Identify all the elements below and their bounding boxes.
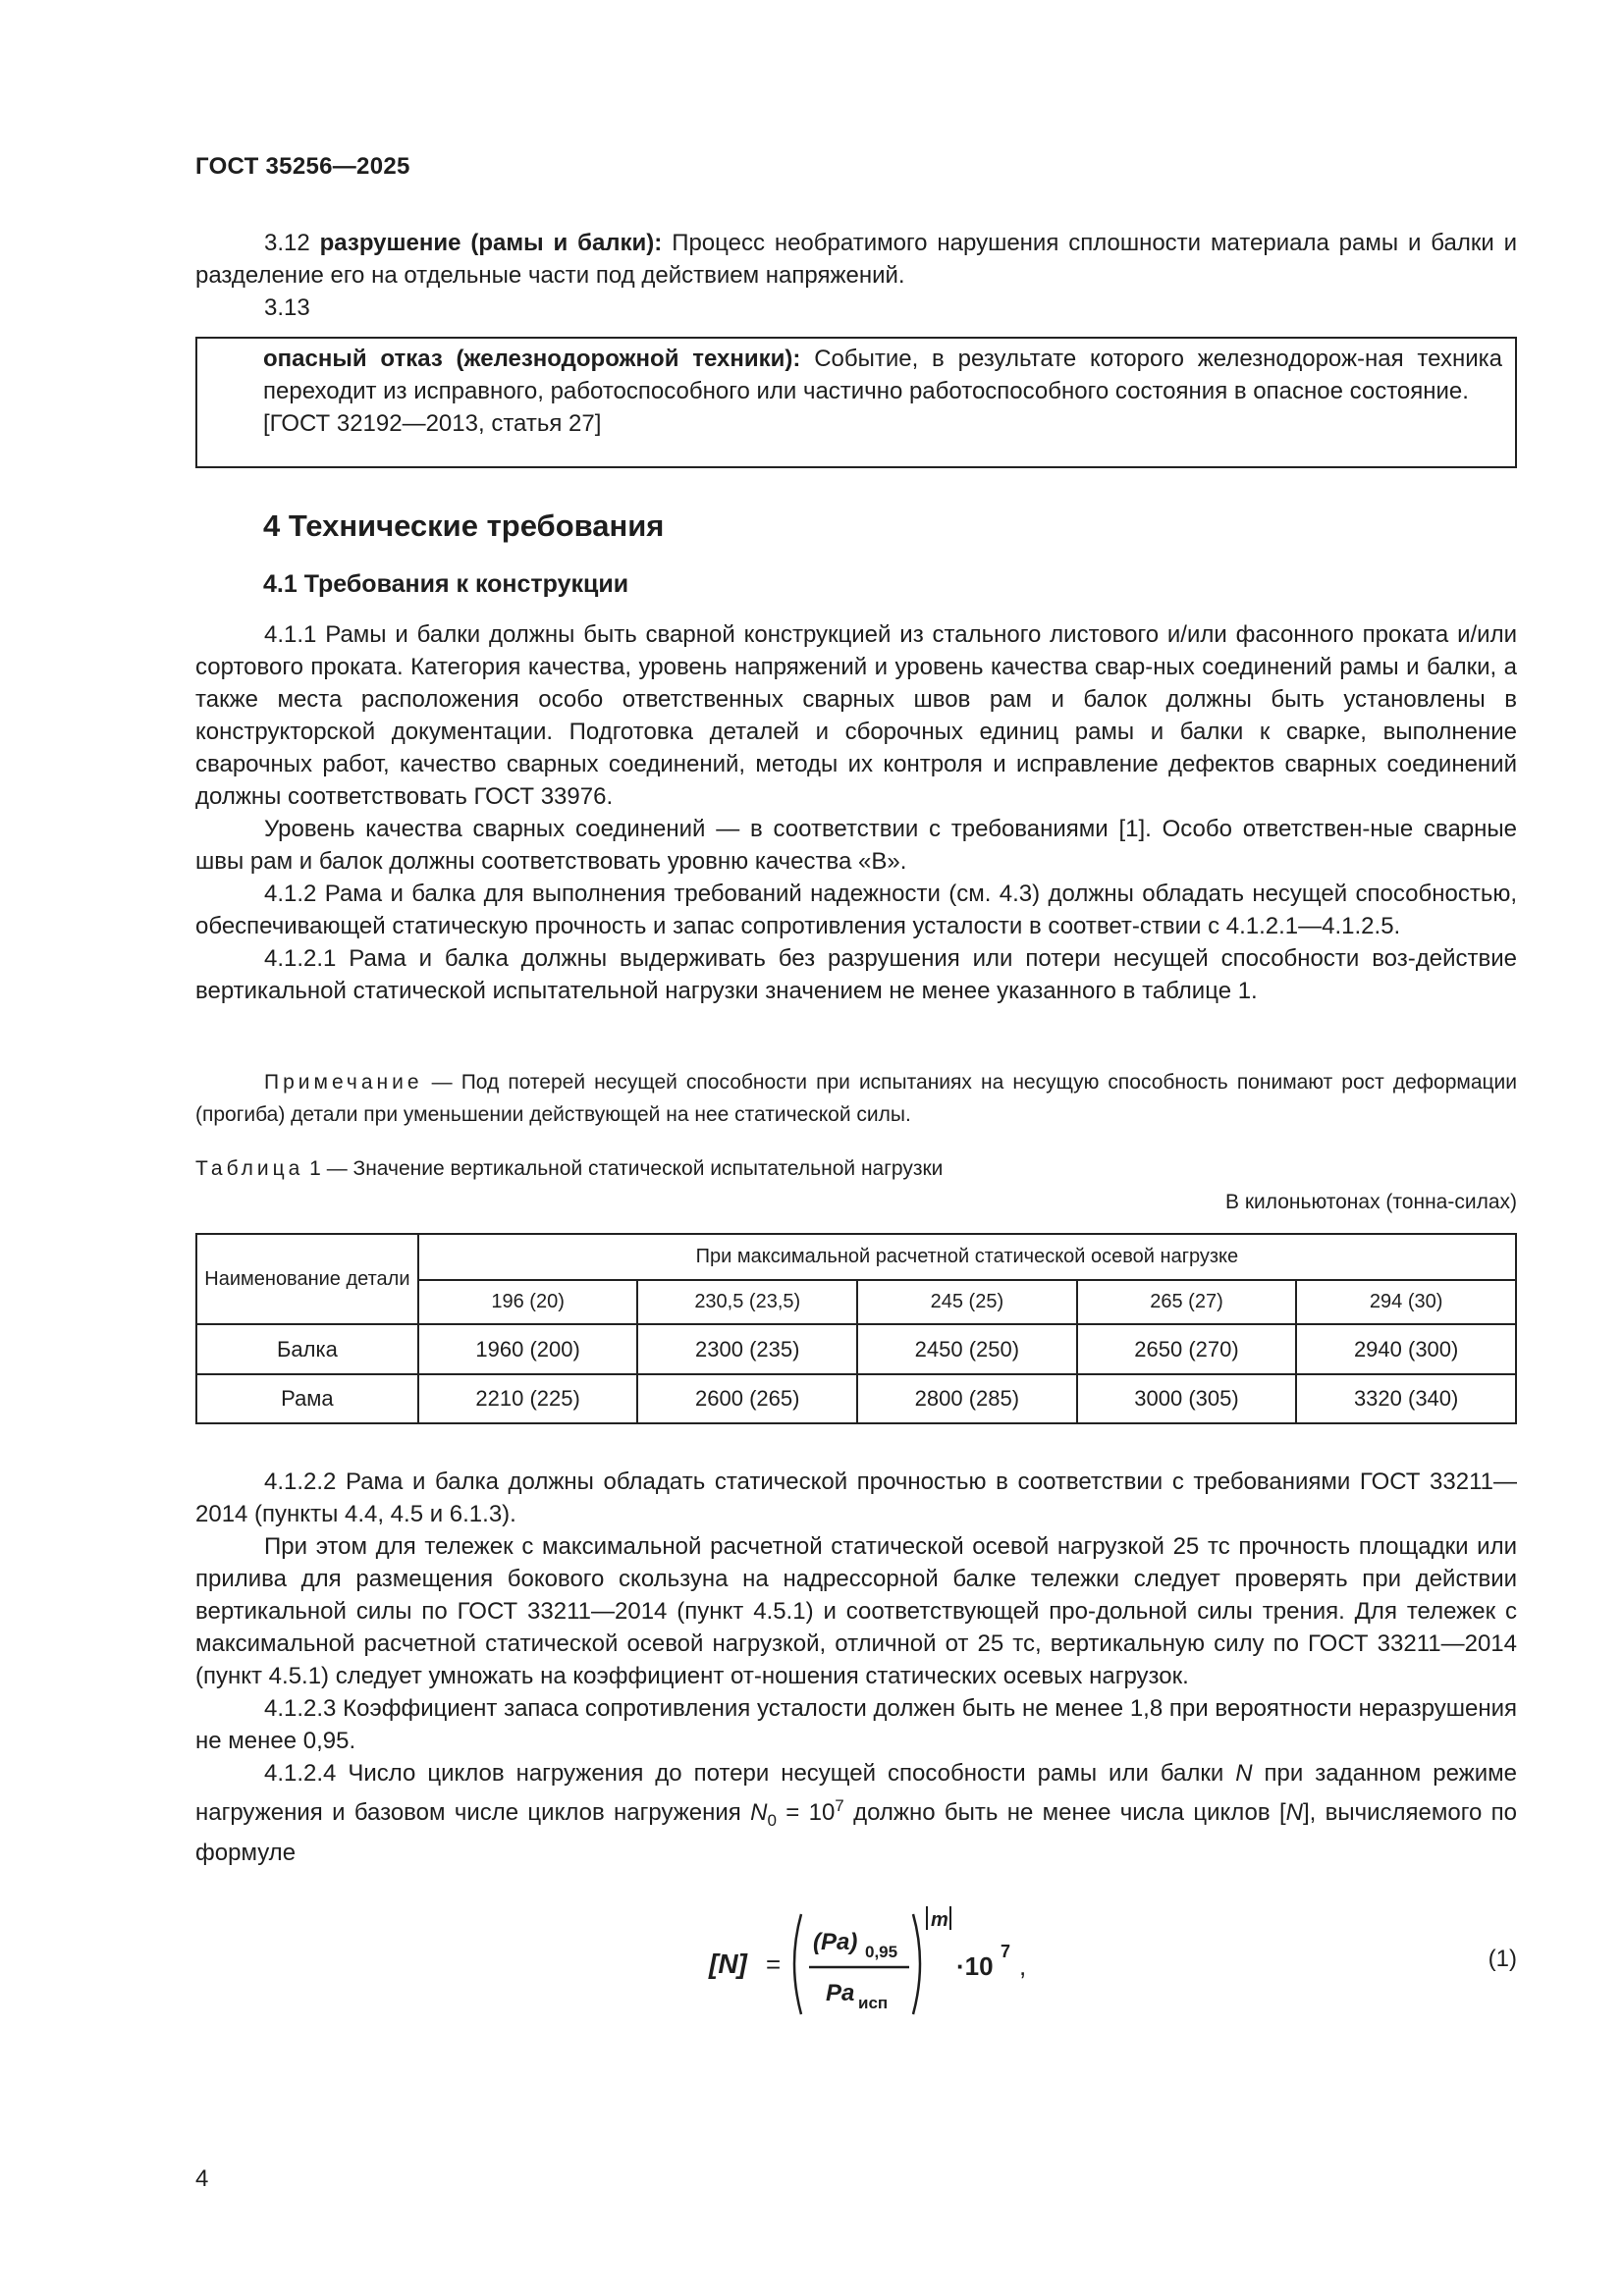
value-cell: 2800 (285)	[857, 1374, 1077, 1423]
body-block-1	[195, 618, 1517, 1007]
body-block-2	[195, 1466, 1517, 1869]
formula-comma: ,	[1019, 1951, 1027, 1981]
formula-lhs: [N]	[709, 1949, 747, 1979]
running-header: ГОСТ 35256—2025	[195, 153, 410, 180]
row-name-cell: Рама	[196, 1374, 418, 1423]
formula-multiplier-exponent: 7	[1001, 1942, 1011, 1961]
value-cell: 1960 (200)	[418, 1324, 638, 1374]
column-header-part-name: Наименование детали	[196, 1234, 418, 1324]
formula-exponent: m	[931, 1909, 948, 1931]
paragraph-4-1-1-weld-quality: Уровень качества сварных соединений — в соответствии с требованиями [1]. Особо ответствен-ные сварные швы рам и балок должны соответствовать уровню качества «B».	[195, 816, 1517, 875]
table-caption	[195, 1157, 943, 1181]
definition-reference: [ГОСТ 32192—2013, статья 27]	[263, 410, 602, 437]
formula-numerator: (Pa)	[813, 1929, 858, 1955]
formula-number: (1)	[1488, 1946, 1517, 1972]
value-cell: 3320 (340)	[1296, 1374, 1516, 1423]
value-cell: 2450 (250)	[857, 1324, 1077, 1374]
left-paren	[794, 1914, 801, 2014]
load-header: 294 (30)	[1296, 1280, 1516, 1324]
definition-text: Событие, в результате которого железнодорож-ная техника переходит из исправного, работоспособного или частично работоспособного состояния в опасное состояние.	[263, 346, 1502, 404]
formula-numerator-subscript: 0,95	[865, 1943, 898, 1961]
formula-1	[703, 1900, 1037, 2028]
value-cell: 2650 (270)	[1077, 1324, 1297, 1374]
load-header: 196 (20)	[418, 1280, 638, 1324]
formula-denominator: Pa	[826, 1980, 855, 2006]
table-row	[196, 1374, 1516, 1423]
definition-3-12	[195, 227, 1517, 324]
table-header-row	[196, 1234, 1516, 1280]
value-cell: 3000 (305)	[1077, 1374, 1297, 1423]
formula-denominator-subscript: исп	[858, 1994, 889, 2012]
right-paren	[913, 1914, 920, 2014]
table-caption-text: 1 — Значение вертикальной статической испытательной нагрузки	[303, 1157, 944, 1180]
definition-term: опасный отказ (железнодорожной техники):	[263, 346, 801, 372]
paragraph-4-1-1: 4.1.1 Рамы и балки должны быть сварной конструкцией из стального листового и/или фасонного проката и/или сортового проката. Категория качества, уровень напряжений и уровень качества свар-ных соединений рамы и балки, а также места расположения особо ответственных сварных швов рам и балок должны быть установлены в конструкторской документации. Подготовка деталей и сборочных единиц рамы и балки к сварке, выполнение сварочных работ, качество сварных соединений, методы их контроля и исправление дефектов сварных соединений должны соответствовать ГОСТ 33976.	[195, 621, 1517, 810]
row-name-cell: Балка	[196, 1324, 418, 1374]
paragraph-4-1-2-2-bolster: При этом для тележек с максимальной расчетной статической осевой нагрузкой 25 тс прочность площадки или прилива для размещения бокового скользуна на надрессорной балке тележки следует проверять при действии вертикальной силы по ГОСТ 33211—2014 (пункт 4.5.1) и соответствующей про-дольной силы трения. Для тележек с максимальной расчетной статической осевой нагрузкой, отличной от 25 тс, вертикальную силу по ГОСТ 33211—2014 (пункт 4.5.1) следует умножать на коэффициент от-ношения статических осевых нагрузок.	[195, 1533, 1517, 1689]
table-caption-label: Таблица	[195, 1157, 304, 1180]
definition-text: Процесс необратимого нарушения сплошности материала рамы и балки и разделение его на отдельные части под действием напряжений.	[195, 230, 1518, 289]
paragraph-4-1-2-2: 4.1.2.2 Рама и балка должны обладать статической прочностью в соответствии с требованиями ГОСТ 33211—2014 (пункты 4.4, 4.5 и 6.1.3).	[195, 1468, 1517, 1527]
note-text: — Под потерей несущей способности при испытаниях на несущую способность понимают рост деформации (прогиба) детали при уменьшении действующей на нее статической силы.	[195, 1071, 1517, 1126]
value-cell: 2940 (300)	[1296, 1324, 1516, 1374]
note	[195, 1066, 1517, 1131]
page-number: 4	[195, 2165, 209, 2192]
note-label: Примечание	[264, 1071, 423, 1094]
section-heading: 4 Технические требования	[263, 508, 665, 543]
group-header-axle-load: При максимальной расчетной статической осевой нагрузке	[418, 1234, 1516, 1280]
load-header: 230,5 (23,5)	[637, 1280, 857, 1324]
definition-number-3-13: 3.13	[264, 294, 310, 321]
value-cell: 2600 (265)	[637, 1374, 857, 1423]
value-cell: 2210 (225)	[418, 1374, 638, 1423]
paragraph-4-1-2-4: 4.1.2.4 Число циклов нагружения до потери несущей способности рамы или балки N при заданном режиме нагружения и базовом числе циклов нагружения $N_0 = 10^7$ должно быть не менее числа циклов [N], вычисляемого по формуле	[195, 1760, 1517, 1866]
table-unit: В килоньютонах (тонна-силах)	[1224, 1191, 1517, 1213]
table-row	[196, 1324, 1516, 1374]
definition-box-3-13	[195, 337, 1517, 468]
load-header: 265 (27)	[1077, 1280, 1297, 1324]
formula-equals: =	[766, 1949, 782, 1979]
paragraph-4-1-2-1: 4.1.2.1 Рама и балка должны выдерживать без разрушения или потери несущей способности воз-действие вертикальной статической испытательной нагрузки значением не менее указанного в таблице 1.	[195, 945, 1517, 1004]
subsection-heading: 4.1 Требования к конструкции	[263, 570, 629, 598]
formula-multiplier: ·10	[956, 1951, 994, 1981]
definition-term: разрушение (рамы и балки):	[319, 230, 663, 256]
load-header: 245 (25)	[857, 1280, 1077, 1324]
load-table	[195, 1233, 1517, 1424]
paragraph-4-1-2-3: 4.1.2.3 Коэффициент запаса сопротивления усталости должен быть не менее 1,8 при вероятности неразрушения не менее 0,95.	[195, 1695, 1517, 1754]
definition-number: 3.12	[264, 230, 310, 256]
paragraph-4-1-2: 4.1.2 Рама и балка для выполнения требований надежности (см. 4.3) должны обладать несущей способностью, обеспечивающей статическую прочность и запас сопротивления усталости в соответ-ствии с 4.1.2.1—4.1.2.5.	[195, 881, 1517, 939]
value-cell: 2300 (235)	[637, 1324, 857, 1374]
